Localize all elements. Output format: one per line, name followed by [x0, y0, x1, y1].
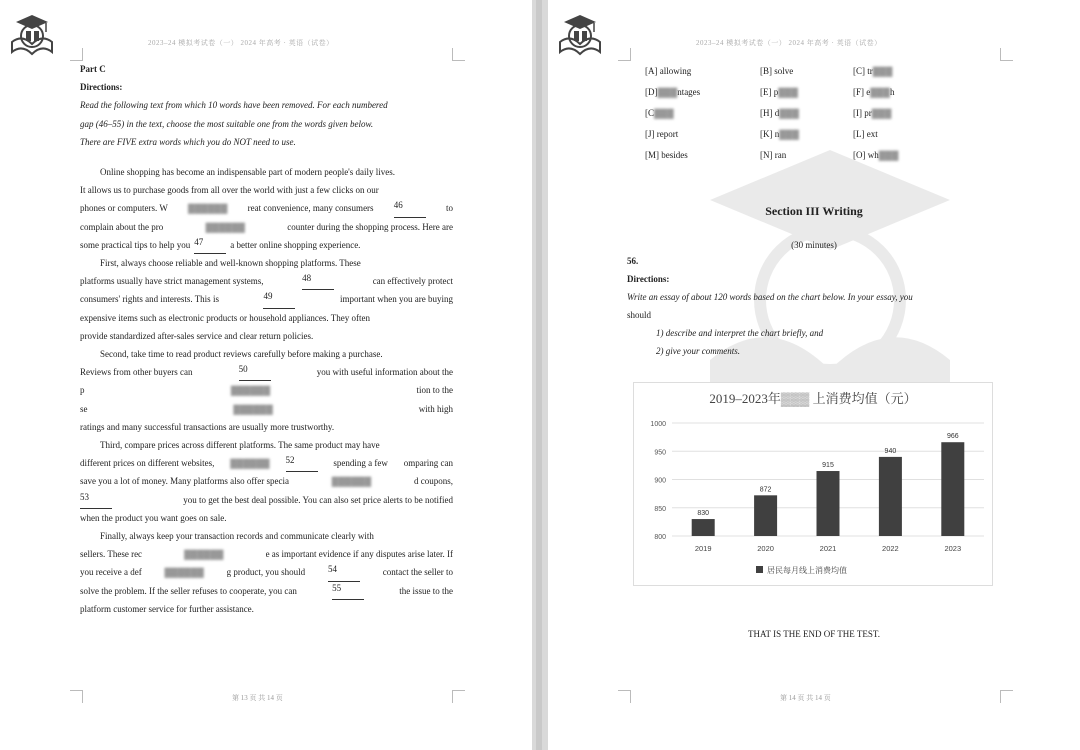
passage-text: d coupons, [413, 476, 453, 487]
redacted-text: ▓▓▓ [871, 108, 892, 118]
passage-text: the issue to the [399, 585, 453, 596]
option-text: [D] [645, 87, 658, 97]
passage-text: when the product you want goes on sale. [80, 512, 227, 523]
passage-line [80, 418, 453, 436]
x-tick-label: 2020 [757, 544, 774, 553]
option-text: h [889, 87, 895, 97]
bar-value-label: 830 [697, 510, 710, 518]
passage-text: you with useful information about the [316, 367, 453, 378]
redacted-text: ▓▓▓ [779, 129, 799, 139]
bar [879, 457, 902, 536]
passage-text: p [80, 385, 85, 396]
passage-text: you to get the best deal possible. You can also set price alerts to be notified [183, 494, 453, 505]
passage-text: consumers' rights and interests. This is [80, 294, 219, 305]
option-text: [B] solve [760, 66, 794, 76]
passage-text: phones or computers. W [80, 203, 168, 214]
redacted-text: ▓▓▓▓▓▓ [230, 385, 271, 396]
page-gap [532, 0, 548, 750]
bar-chart [633, 382, 993, 586]
passage-line [80, 563, 453, 581]
crop-mark [452, 48, 465, 61]
passage-text: Second, take time to read product reviews carefully before making a purchase. [100, 349, 383, 359]
passage-text: g product, you should [226, 567, 306, 578]
word-option [760, 66, 793, 76]
page-footer: 第 13 页 共 14 页 [232, 694, 283, 702]
word-option [645, 87, 700, 97]
passage-line [80, 454, 453, 472]
y-tick-label: 950 [654, 449, 666, 457]
crop-mark [452, 690, 465, 703]
option-text: [K] n [760, 129, 780, 139]
option-text: [J] report [645, 129, 679, 139]
chart-canvas [634, 383, 992, 585]
passage-line [100, 527, 453, 545]
word-option [645, 66, 691, 76]
option-text: [O] wh [853, 150, 879, 160]
school-logo-icon [556, 12, 604, 58]
passage-text: complain about the pro [80, 221, 164, 232]
gap-number: 48 [302, 272, 334, 290]
passage-text: platforms usually have strict management systems, [80, 276, 264, 287]
passage-text: you receive a def [80, 567, 142, 578]
y-tick-label: 900 [654, 477, 666, 485]
passage-line [80, 582, 453, 600]
directions-line: There are FIVE extra words which you do NOT need to use. [80, 137, 296, 147]
word-option [645, 150, 688, 160]
directions-line: Read the following text from which 10 words have been removed. For each numbered [80, 100, 388, 110]
writing-directions-label: Directions: [627, 274, 670, 284]
crop-mark [618, 48, 631, 61]
passage-text: Online shopping has become an indispensable part of modern people's daily lives. [100, 167, 396, 177]
passage-text: platform customer service for further assistance. [80, 603, 254, 614]
passage-text: counter during the shopping process. Here are [287, 221, 453, 232]
option-text: [A] allowing [645, 66, 692, 76]
option-text: [C [645, 108, 654, 118]
redacted-text: ▓▓▓ [870, 87, 890, 97]
x-tick-label: 2019 [694, 544, 712, 553]
crop-mark [1000, 48, 1013, 61]
gap-number: 55 [332, 582, 364, 600]
page-header: 2023–24 模拟考试卷（一） 2024 年高考 · 英语（试卷） [696, 39, 882, 47]
passage-text: important when you are buying [340, 294, 453, 305]
option-text: [L] ext [853, 129, 878, 139]
word-option [853, 66, 892, 76]
gap-number: 52 [286, 454, 318, 472]
x-tick-label: 2023 [944, 544, 962, 553]
bar-value-label: 940 [884, 447, 897, 455]
crop-mark [1000, 690, 1013, 703]
end-of-test: THAT IS THE END OF THE TEST. [748, 629, 880, 639]
option-text: ntages [677, 87, 701, 97]
passage-text: different prices on different websites, [80, 458, 215, 469]
passage-text: omparing can [403, 458, 453, 469]
option-text: [H] d [760, 108, 780, 118]
word-option [853, 108, 891, 118]
word-option [853, 129, 878, 139]
passage-text: a better online shopping experience. [230, 239, 361, 250]
passage-line [80, 491, 453, 509]
x-tick-label: 2021 [819, 544, 837, 553]
word-option [645, 129, 678, 139]
bar [817, 471, 840, 536]
redacted-text: ▓▓▓ [657, 87, 678, 97]
section-title: Section III Writing [765, 204, 863, 218]
left-page [0, 0, 532, 750]
redacted-text: ▓▓▓▓▓▓ [233, 403, 273, 414]
gap-number: 47 [194, 236, 226, 254]
option-text: [N] ran [760, 150, 787, 160]
option-text: [I] pr [853, 108, 872, 118]
passage-text: sellers. These rec [80, 549, 143, 560]
crop-mark [618, 690, 631, 703]
y-tick-label: 1000 [650, 421, 666, 428]
question-number: 56. [627, 256, 639, 266]
bar [941, 442, 964, 536]
redacted-text: ▓▓▓ [872, 66, 893, 76]
chart-title [709, 391, 916, 407]
option-text: [E] p [760, 87, 779, 97]
passage-text: can effectively protect [372, 276, 453, 287]
chart-title-redacted: ▓▓▓ [780, 391, 813, 406]
y-tick-label: 800 [654, 534, 666, 541]
passage-text: save you a lot of money. Many platforms also offer specia [80, 476, 289, 487]
gap-number: 53 [80, 491, 112, 509]
bar-value-label: 966 [946, 433, 959, 441]
passage-line [100, 254, 453, 272]
bar-value-label: 872 [759, 486, 772, 494]
passage-text: contact the seller to [382, 567, 453, 578]
section-time: (30 minutes) [791, 240, 837, 250]
redacted-text: ▓▓▓ [778, 87, 798, 97]
bar [754, 495, 777, 536]
word-option [760, 87, 798, 97]
x-tick-label: 2022 [882, 544, 899, 553]
school-logo-icon [8, 12, 56, 58]
writing-directions-line: Write an essay of about 120 words based on the chart below. In your essay, you [627, 292, 913, 302]
word-option [853, 150, 898, 160]
passage-text: with high [418, 403, 453, 414]
gap-number: 49 [263, 290, 295, 308]
passage-line [80, 272, 453, 290]
passage-line [80, 363, 453, 381]
passage-text: It allows us to purchase goods from all over the world with just a few clicks on our [80, 185, 379, 196]
directions-line: gap (46–55) in the text, choose the most suitable one from the words given below. [80, 119, 374, 129]
passage-line [80, 236, 453, 254]
passage-line [80, 509, 453, 527]
scrollbar[interactable] [536, 0, 542, 750]
passage-line [80, 327, 453, 345]
passage-line [80, 199, 453, 217]
passage-text: spending a few [333, 458, 388, 469]
option-text: [C] tr [853, 66, 873, 76]
page-header: 2023–24 模拟考试卷（一） 2024 年高考 · 英语（试卷） [148, 39, 334, 47]
redacted-text: ▓▓▓▓▓▓ [230, 458, 270, 469]
writing-point: 2) give your comments. [656, 346, 740, 356]
chart-title-suffix: 上消费均值（元） [812, 391, 917, 406]
gap-number: 46 [394, 199, 426, 217]
option-text: [M] besides [645, 150, 688, 160]
passage-text: solve the problem. If the seller refuses to cooperate, you can [80, 585, 297, 596]
passage-text: provide standardized after-sales service and clear return policies. [80, 330, 314, 341]
passage-text: some practical tips to help you [80, 239, 191, 250]
legend-swatch [756, 566, 763, 573]
passage-line [80, 545, 453, 563]
word-option [760, 129, 799, 139]
word-option [853, 87, 894, 97]
passage-text: to [445, 203, 453, 214]
passage-text: Third, compare prices across different platforms. The same product may have [100, 440, 380, 450]
page-footer: 第 14 页 共 14 页 [780, 694, 831, 702]
redacted-text: ▓▓▓▓▓▓ [188, 203, 228, 214]
passage-line [100, 345, 453, 363]
chart-title-prefix: 2019–2023年 [709, 391, 781, 406]
passage-text: ratings and many successful transactions are usually more trustworthy. [80, 421, 335, 432]
passage-text: expensive items such as electronic products or household appliances. They often [80, 312, 370, 323]
gap-number: 54 [328, 563, 360, 581]
passage-line [80, 600, 453, 618]
redacted-text: ▓▓▓ [878, 150, 899, 160]
option-text: [F] e [853, 87, 871, 97]
y-tick-label: 850 [654, 505, 666, 513]
passage-line [80, 218, 453, 236]
passage-line [80, 400, 453, 418]
writing-point: 1) describe and interpret the chart briefly, and [656, 328, 824, 338]
passage-text: se [80, 403, 88, 414]
part-heading: Part C [80, 64, 106, 74]
passage-line [100, 436, 453, 454]
word-option [645, 108, 674, 118]
redacted-text: ▓▓▓ [654, 108, 674, 118]
directions-label: Directions: [80, 82, 123, 92]
passage-text: reat convenience, many consumers [247, 203, 374, 214]
passage-line [80, 472, 453, 490]
redacted-text: ▓▓▓▓▓▓ [164, 567, 204, 578]
redacted-text: ▓▓▓ [779, 108, 799, 118]
bar [692, 519, 715, 536]
word-option [760, 150, 786, 160]
passage-text: Finally, always keep your transaction records and communicate clearly with [100, 531, 374, 541]
gap-number: 50 [239, 363, 271, 381]
passage-line [100, 163, 453, 181]
passage-line [80, 181, 453, 199]
legend-label: 居民每月线上消费均值 [767, 566, 847, 575]
redacted-text: ▓▓▓▓▓▓ [331, 476, 372, 487]
redacted-text: ▓▓▓▓▓▓ [205, 221, 245, 232]
bar-value-label: 915 [822, 462, 834, 470]
writing-directions-line: should [627, 310, 652, 320]
passage-line [80, 381, 453, 399]
crop-mark [70, 690, 83, 703]
passage-text: e as important evidence if any disputes arise later. If [265, 549, 453, 560]
passage-text: First, always choose reliable and well-known shopping platforms. These [100, 258, 361, 268]
passage-line [80, 309, 453, 327]
passage-text: Reviews from other buyers can [80, 367, 193, 378]
passage-line [80, 290, 453, 308]
redacted-text: ▓▓▓▓▓▓ [184, 549, 224, 560]
word-option [760, 108, 799, 118]
passage-text: tion to the [416, 385, 453, 396]
